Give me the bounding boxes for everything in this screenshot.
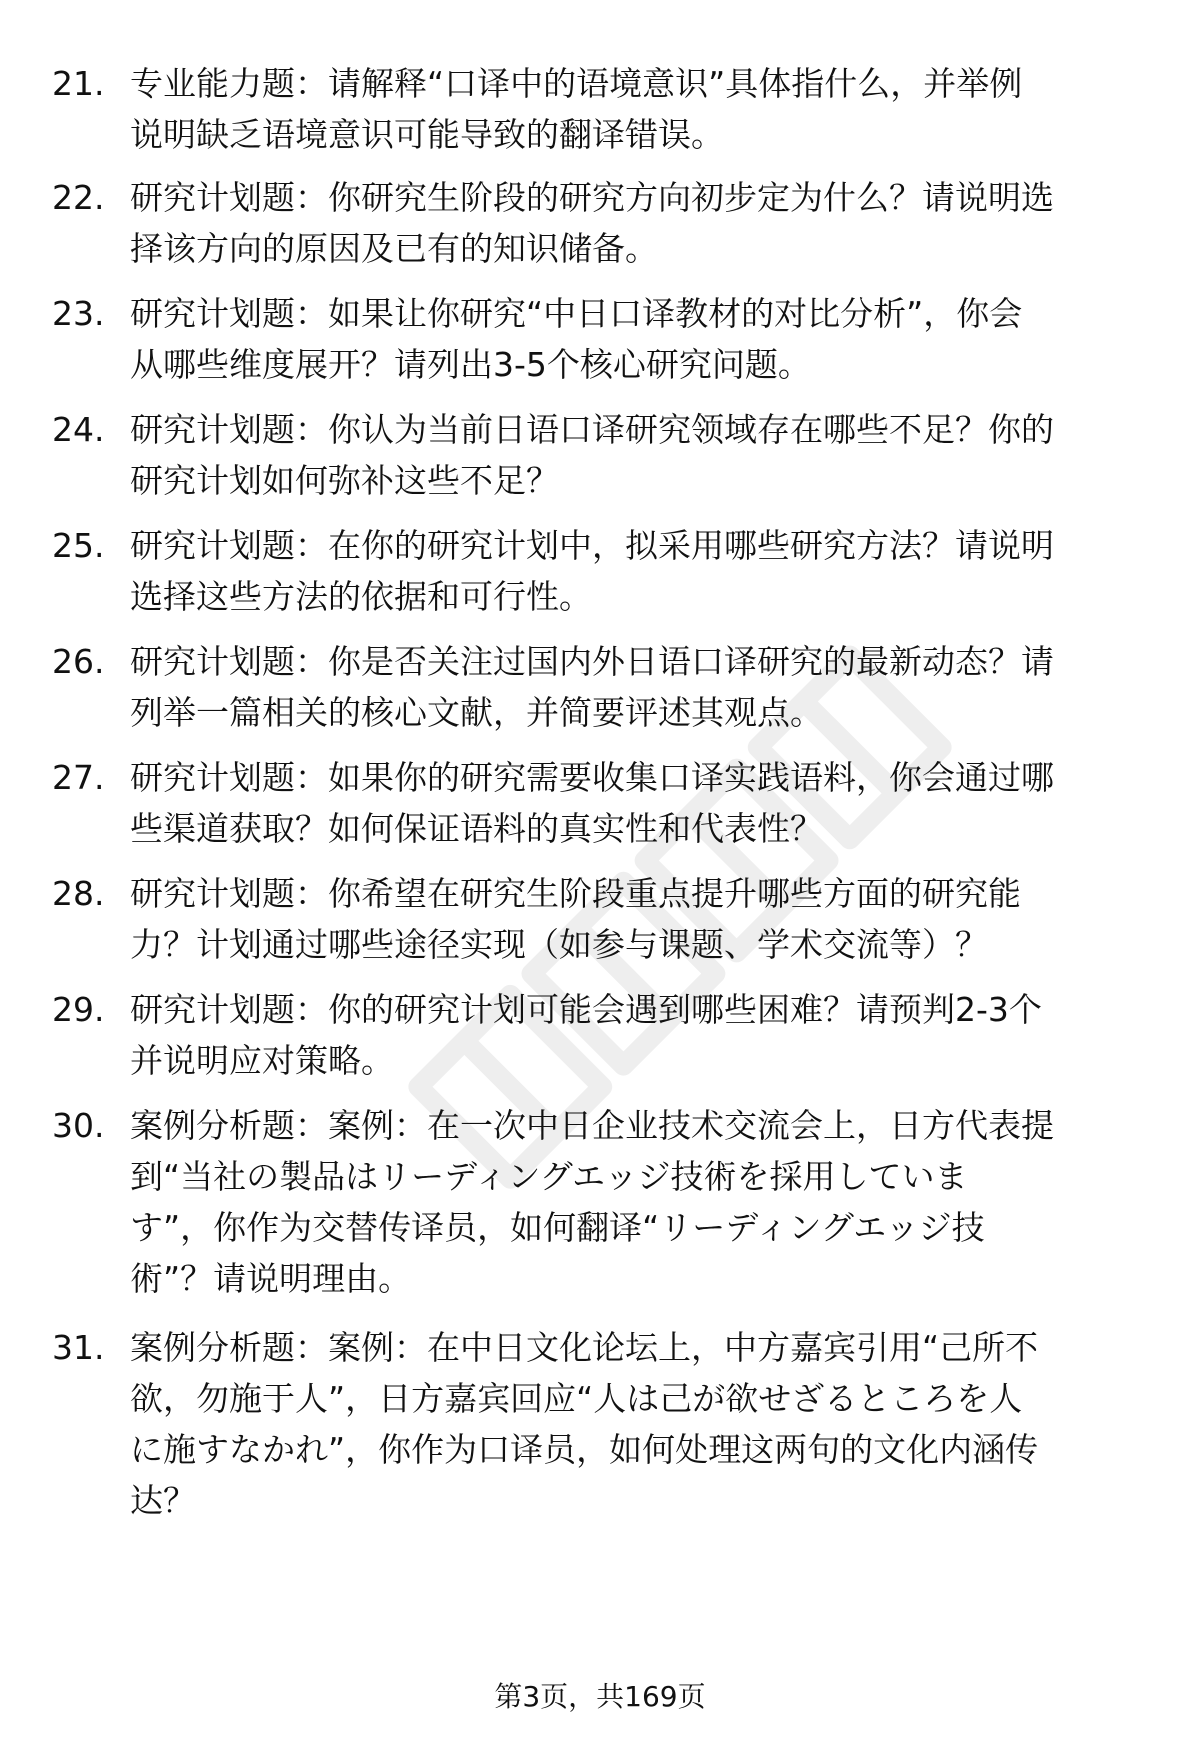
question-number: 22. — [52, 178, 105, 217]
question-line: 研究计划题：如果让你研究“中日口译教材的对比分析”，你会 — [130, 294, 1023, 333]
question-number: 27. — [52, 758, 105, 797]
question-line: 并说明应对策略。 — [130, 1041, 394, 1080]
question-number: 28. — [52, 874, 105, 913]
question-line: 选择这些方法的依据和可行性。 — [130, 577, 592, 616]
question-line: 研究计划题：如果你的研究需要收集口译实践语料，你会通过哪 — [130, 758, 1054, 797]
question-number: 25. — [52, 526, 105, 565]
question-line: 专业能力题：请解释“口译中的语境意识”具体指什么，并举例 — [130, 64, 1023, 103]
question-text — [130, 288, 1150, 390]
question-number: 23. — [52, 294, 105, 333]
question-text — [130, 1322, 1150, 1526]
question-line: 案例分析题：案例：在一次中日企业技术交流会上，日方代表提 — [130, 1106, 1054, 1145]
question-line: 研究计划题：你希望在研究生阶段重点提升哪些方面的研究能 — [130, 874, 1021, 913]
question-line: 研究计划如何弥补这些不足？ — [130, 461, 559, 500]
question-text — [130, 58, 1150, 160]
question-line: 说明缺乏语境意识可能导致的翻译错误。 — [130, 115, 724, 154]
page-footer: 第3页，共169页 — [494, 1680, 706, 1713]
question-text — [130, 636, 1150, 738]
question-line: 案例分析题：案例：在中日文化论坛上，中方嘉宾引用“己所不 — [130, 1328, 1039, 1367]
question-text — [130, 984, 1150, 1086]
question-line: 欲，勿施于人”，日方嘉宾回应“人は己が欲せざるところを人 — [130, 1379, 1023, 1418]
question-text — [130, 752, 1150, 854]
question-text — [130, 520, 1150, 622]
question-number: 30. — [52, 1106, 105, 1145]
question-line: 力？计划通过哪些途径实现（如参与课题、学术交流等）？ — [130, 925, 988, 964]
question-line: 从哪些维度展开？请列出3-5个核心研究问题。 — [130, 345, 811, 384]
question-line: 研究计划题：你是否关注过国内外日语口译研究的最新动态？请 — [130, 642, 1054, 681]
question-line: 研究计划题：你认为当前日语口译研究领域存在哪些不足？你的 — [130, 410, 1054, 449]
question-line: 列举一篇相关的核心文献，并简要评述其观点。 — [130, 693, 823, 732]
question-number: 29. — [52, 990, 105, 1029]
question-line: 術”？请说明理由。 — [130, 1259, 412, 1298]
question-number: 26. — [52, 642, 105, 681]
question-text — [130, 1100, 1150, 1304]
question-line: 研究计划题：在你的研究计划中，拟采用哪些研究方法？请说明 — [130, 526, 1054, 565]
question-line: 研究计划题：你研究生阶段的研究方向初步定为什么？请说明选 — [130, 178, 1054, 217]
question-line: す”，你作为交替传译员，如何翻译“リーディングエッジ技 — [130, 1208, 985, 1247]
question-line: 到“当社の製品はリーディングエッジ技術を採用していま — [130, 1157, 968, 1196]
question-line: に施すなかれ”，你作为口译员，如何处理这两句的文化内涵传 — [130, 1430, 1039, 1469]
question-line: 择该方向的原因及已有的知识储备。 — [130, 229, 658, 268]
question-text — [130, 404, 1150, 506]
question-number: 31. — [52, 1328, 105, 1367]
question-text — [130, 172, 1150, 274]
question-line: 些渠道获取？如何保证语料的真实性和代表性？ — [130, 809, 823, 848]
question-text — [130, 868, 1150, 970]
question-number: 21. — [52, 64, 105, 103]
question-number: 24. — [52, 410, 105, 449]
question-line: 达？ — [130, 1481, 196, 1520]
question-line: 研究计划题：你的研究计划可能会遇到哪些困难？请预判2-3个 — [130, 990, 1042, 1029]
